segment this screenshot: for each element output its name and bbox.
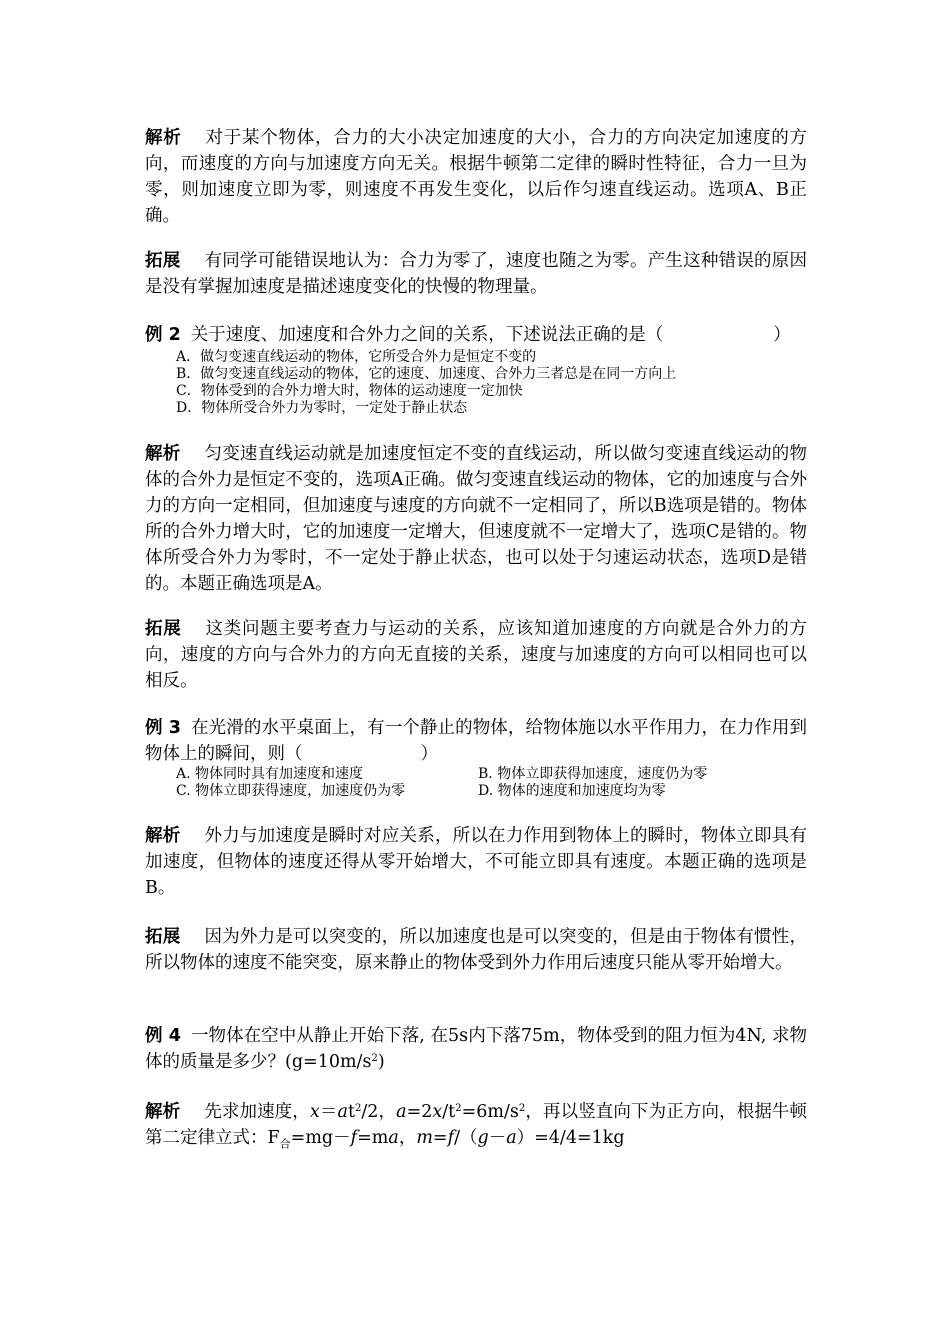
extension-label: 拓展 <box>145 251 181 271</box>
extension-paragraph-3 <box>145 924 807 976</box>
example2-option-d: D．物体所受合外力为零时，一定处于静止状态 <box>176 400 468 416</box>
formula-part: =mg－ <box>290 1128 351 1148</box>
formula-var-t: t <box>347 1102 356 1122</box>
formula-eq: =2 <box>406 1102 433 1122</box>
example3-label: 例 3 <box>145 718 181 738</box>
example3-options <box>176 766 816 800</box>
analysis-text-4a: 先求加速度， <box>204 1102 310 1122</box>
example4-question-end: ) <box>377 1052 385 1072</box>
formula-var-f: f <box>447 1128 455 1148</box>
analysis-label: 解析 <box>145 128 182 148</box>
example2-options <box>176 349 816 417</box>
analysis-label: 解析 <box>145 444 181 464</box>
analysis-text-4b: ，再以竖直向下为正方向，根据牛顿第二定律立式：F <box>145 1102 808 1148</box>
formula-part: － <box>488 1128 507 1148</box>
formula-result: =6m/s <box>461 1102 519 1122</box>
example4-question-text: 一物体在空中从静止开始下落, 在5s内下落75m，物体受到的阻力恒为4N, 求物体的质量是多少？(g=10m/s <box>145 1026 807 1072</box>
extension-text-1: 有同学可能错误地认为：合力为零了，速度也随之为零。产生这种错误的原因是没有掌握加速度是描述速度变化的快慢的物理量。 <box>145 251 808 297</box>
formula-var-a: a <box>388 1128 399 1148</box>
example4-question <box>145 1023 807 1075</box>
formula-var-x: x <box>432 1102 443 1122</box>
example3-option-c: C. 物体立即获得速度，加速度仍为零 <box>176 783 406 799</box>
formula-var-m: m <box>416 1128 433 1148</box>
superscript-2: 2 <box>355 1103 362 1114</box>
formula-part: =m <box>357 1128 389 1148</box>
example2-question-text: 关于速度、加速度和合外力之间的关系，下述说法正确的是（ <box>190 325 664 345</box>
extension-paragraph-2 <box>145 616 807 694</box>
formula-var-g: g <box>477 1128 489 1148</box>
superscript-2: 2 <box>518 1103 526 1114</box>
example2-label: 例 2 <box>145 325 181 345</box>
analysis-paragraph-2 <box>145 441 807 597</box>
extension-text-2: 这类问题主要考查力与运动的关系，应该知道加速度的方向就是合外力的方向，速度的方向与合外力的方向无直接的关系，速度与加速度的方向可以相同也可以相反。 <box>145 619 807 691</box>
analysis-text-2: 匀变速直线运动就是加速度恒定不变的直线运动，所以做匀变速直线运动的物体的合外力是恒定不变的，选项A正确。做匀变速直线运动的物体，它的加速度与合外力的方向一定相同，但加速度与速度的方向就不一定相同了，所以B选项是错的。物体所的合外力增大时，它的加速度一定增大，但速度就不一定增大了，选项C是错的。物体所受合外力为零时，不一定处于静止状态，也可以处于匀速运动状态，选项D是错的。本题正确选项是A。 <box>145 444 808 594</box>
formula-var-a: a <box>506 1128 517 1148</box>
extension-paragraph-1 <box>145 248 807 300</box>
analysis-paragraph-1 <box>145 125 807 229</box>
example2-option-a: A．做匀变速直线运动的物体，它所受合外力是恒定不变的 <box>176 349 537 365</box>
superscript-2: 2 <box>371 1053 378 1064</box>
extension-label: 拓展 <box>145 619 182 639</box>
analysis-text-3: 外力与加速度是瞬时对应关系，所以在力作用到物体上的瞬时，物体立即具有加速度，但物体的速度还得从零开始增大，不可能立即具有速度。本题正确的选项是B。 <box>145 826 808 898</box>
example3-option-d: D. 物体的速度和加速度均为零 <box>478 783 666 799</box>
formula-result: ）=4/4=1kg <box>516 1128 625 1148</box>
superscript-2: 2 <box>455 1103 462 1114</box>
example2-option-c: C．物体受到的合外力增大时，物体的运动速度一定加快 <box>176 383 523 399</box>
formula-var-x: x <box>309 1102 320 1122</box>
subscript-he: 合 <box>279 1137 291 1151</box>
example2-close-bracket: ） <box>773 325 791 345</box>
analysis-label: 解析 <box>145 1102 181 1122</box>
formula-var-a: a <box>396 1102 407 1122</box>
formula-part: /（ <box>454 1128 478 1148</box>
example3-option-a: A. 物体同时具有加速度和速度 <box>176 766 364 782</box>
example2-option-b: B．做匀变速直线运动的物体，它的速度、加速度、合外力三者总是在同一方向上 <box>176 366 677 382</box>
analysis-paragraph-3 <box>145 823 807 901</box>
analysis-label: 解析 <box>145 826 181 846</box>
formula-var-f: f <box>350 1128 358 1148</box>
formula-div: /2， <box>361 1102 397 1122</box>
formula-part: = <box>432 1128 448 1148</box>
example3-close-bracket: ） <box>420 744 438 764</box>
analysis-paragraph-4 <box>145 1099 807 1151</box>
extension-label: 拓展 <box>145 927 181 947</box>
formula-eq: ＝ <box>319 1102 338 1122</box>
example2-question <box>145 322 807 348</box>
example4-label: 例 4 <box>145 1026 181 1046</box>
extension-text-3: 因为外力是可以突变的，所以加速度也是可以突变的，但是由于物体有惯性，所以物体的速度不能突变，原来静止的物体受到外力作用后速度只能从零开始增大。 <box>145 927 808 973</box>
formula-var-a: a <box>337 1102 348 1122</box>
example3-option-b: B. 物体立即获得加速度，速度仍为零 <box>478 766 708 782</box>
formula-part: ， <box>398 1128 417 1148</box>
example3-question-text: 在光滑的水平桌面上，有一个静止的物体，给物体施以水平作用力，在力作用到物体上的瞬间，则（ <box>145 718 807 764</box>
analysis-text-1: 对于某个物体，合力的大小决定加速度的大小，合力的方向决定加速度的方向，而速度的方向与加速度方向无关。根据牛顿第二定律的瞬时性特征，合力一旦为零，则加速度立即为零，则速度不再发生变化，以后作匀速直线运动。选项A、B正确。 <box>145 128 807 226</box>
formula-div: /t <box>442 1102 456 1122</box>
example3-question <box>145 715 807 767</box>
